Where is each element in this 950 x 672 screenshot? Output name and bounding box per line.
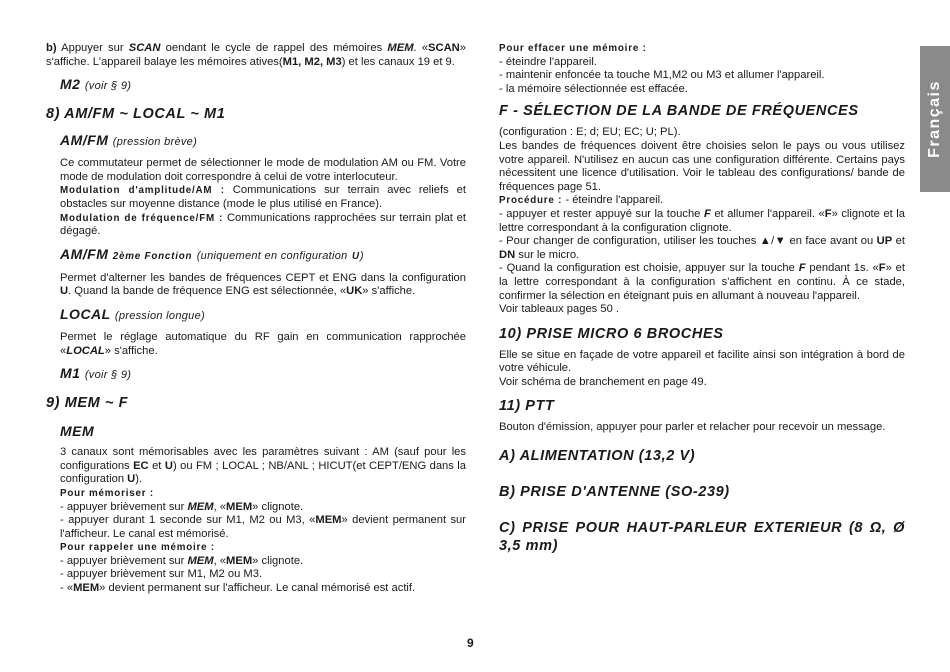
heading-section-10: 10) PRISE MICRO 6 BROCHES: [499, 325, 724, 342]
label-pour-memoriser: Pour mémoriser :: [60, 487, 154, 499]
label-pour-effacer: Pour effacer une mémoire :: [499, 43, 647, 54]
heading-mem: MEM: [60, 423, 95, 440]
heading-m1: M1 (voir § 9): [60, 365, 132, 382]
list-item: - «MEM» devient permanent sur l'afficheur. Le canal mémorisé est actif.: [60, 582, 416, 595]
paragraph-procedure: Procédure : - éteindre l'appareil.: [499, 194, 664, 207]
paragraph-amfm: Ce commutateur permet de sélectionner le mode de modulation AM ou FM. Votre mode de modulation doit correspondre à celui de votre interlocuteur.: [60, 157, 466, 183]
paragraph-config: (configuration : E; d; EU; EC; U; PL).: [499, 126, 681, 139]
heading-section-b: B) PRISE D'ANTENNE (SO-239): [499, 484, 730, 501]
paragraph-bandes: Les bandes de fréquences doivent être choisies selon le pays ou vous utilisez votre appareil. N'utilisez en aucun cas une configuration différente. Certains pays nécessitent une licence d'utilisation. Voir le tableau des configurations/ bande de fréquences page 51.: [499, 139, 905, 193]
language-tab-label: Français: [926, 80, 943, 158]
heading-section-c: C) PRISE POUR HAUT-PARLEUR EXTERIEUR (8 Ω, Ø 3,5 mm): [499, 520, 905, 555]
paragraph-micro: Elle se situe en façade de votre appareil et facilite ainsi son intégration à bord de votre véhicule.: [499, 348, 905, 375]
heading-local: LOCAL (pression longue): [60, 305, 205, 322]
list-item: - appuyer brièvement sur M1, M2 ou M3.: [60, 568, 263, 581]
right-column: [499, 42, 905, 555]
left-column: [46, 42, 466, 596]
paragraph-tableaux: Voir tableaux pages 50 .: [499, 303, 620, 316]
list-item: - Pour changer de configuration, utiliser les touches ▲/▼ en face avant ou UP et DN sur le micro.: [499, 235, 905, 261]
paragraph-ptt: Bouton d'émission, appuyer pour parler et relacher pour recevoir un message.: [499, 421, 886, 434]
label-pour-rappeler: Pour rappeler une mémoire :: [60, 542, 215, 554]
list-item: - éteindre l'appareil.: [499, 55, 597, 68]
list-item: - appuyer brièvement sur MEM, «MEM» clignote.: [60, 500, 304, 513]
heading-section-8: 8) AM/FM ~ LOCAL ~ M1: [46, 106, 226, 123]
heading-section-9: 9) MEM ~ F: [46, 395, 129, 412]
list-item: - la mémoire sélectionnée est effacée.: [499, 82, 688, 95]
heading-section-f: F - SÉLECTION DE LA BANDE DE FRÉQUENCES: [499, 103, 859, 120]
heading-section-a: A) ALIMENTATION (13,2 V): [499, 448, 696, 465]
list-item: - appuyer brièvement sur MEM, «MEM» clignote.: [60, 554, 304, 567]
page-number: 9: [467, 636, 474, 650]
paragraph-amfm-2nd: Permet d'alterner les bandes de fréquences CEPT et ENG dans la configuration U. Quand la bande de fréquence ENG est sélectionnée, «UK» s'affiche.: [60, 271, 466, 298]
paragraph-mod-amp: Modulation d'amplitude/AM : Communications sur terrain avec reliefs et obstacles sur moyenne distance (mode le plus utilisé en France).: [60, 184, 466, 210]
paragraph-mod-freq: Modulation de fréquence/FM : Communications rapprochées sur terrain plat et dégagé.: [60, 211, 467, 238]
paragraph-scan: b) Appuyer sur SCAN oendant le cycle de rappel des mémoires MEM. «SCAN» s'affiche. L'appareil balaye les mémoires atives(M1, M2, M3) et les canaux 19 et 9.: [46, 42, 466, 68]
language-tab: [920, 46, 950, 192]
list-item: - appuyer et rester appuyé sur la touche F et allumer l'appareil. «F» clignote et la lettre correspondant à la configuration clignote.: [499, 207, 905, 234]
heading-m2: M2 (voir § 9): [60, 76, 132, 93]
heading-amfm-2nd: AM/FM 2ème Fonction (uniquement en configuration U): [60, 245, 364, 262]
up-down-arrow-icon: ▲/▼: [759, 235, 787, 248]
heading-section-11: 11) PTT: [499, 398, 555, 415]
paragraph-local: Permet le réglage automatique du RF gain en communication rapprochée «LOCAL» s'affiche.: [60, 330, 466, 357]
paragraph-mem: 3 canaux sont mémorisables avec les paramètres suivant : AM (sauf pour les configurations EC et U) ou FM ; LOCAL ; NB/ANL ; HICUT(et CEPT/ENG dans la configuration U).: [60, 446, 467, 486]
heading-amfm: AM/FM (pression brève): [60, 132, 198, 149]
list-item: - Quand la configuration est choisie, appuyer sur la touche F pendant 1s. «F» et la lettre correspondant à la configuration s'affichent en continu. À ce stade, confirmer la sélection en éteignant puis en allumant à nouveau l'appareil.: [499, 262, 905, 302]
paragraph-schema: Voir schéma de branchement en page 49.: [499, 375, 707, 388]
list-item: - appuyer durant 1 seconde sur M1, M2 ou M3, «MEM» devient permanent sur l'afficheur. Le canal est mémorisé.: [60, 514, 466, 540]
list-item: - maintenir enfoncée ta touche M1,M2 ou M3 et allumer l'appareil.: [499, 69, 825, 82]
